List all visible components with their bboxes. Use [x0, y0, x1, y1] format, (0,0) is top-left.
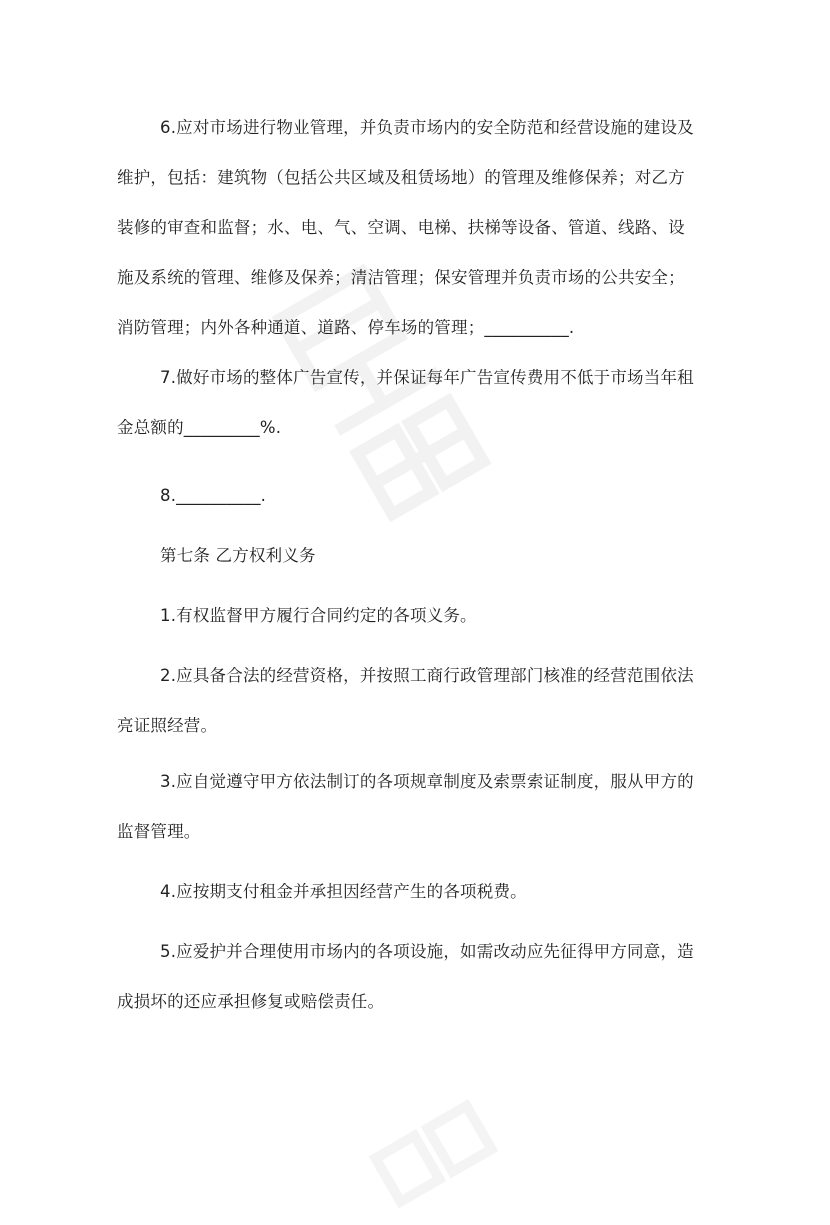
watermark-fragment — [351, 1075, 530, 1224]
text-line: 施及系统的管理、维修及保养；清洁管理；保安管理并负责市场的公共安全； — [117, 268, 685, 287]
text-line: 金总额的_________%. — [117, 418, 282, 437]
text-line: 维护，包括：建筑物（包括公共区域及租赁场地）的管理及维修保养；对乙方 — [117, 168, 685, 187]
text-line: 亮证照经营。 — [117, 716, 218, 735]
text-line: 7.做好市场的整体广告宣传，并保证每年广告宣传费用不低于市场当年租 — [160, 368, 694, 387]
text-line: 1.有权监督甲方履行合同约定的各项义务。 — [160, 606, 477, 625]
text-line: 成损坏的还应承担修复或赔偿责任。 — [117, 992, 385, 1011]
text-line: 3.应自觉遵守甲方依法制订的各项规章制度及索票索证制度，服从甲方的 — [160, 772, 694, 791]
section-heading: 第七条 乙方权利义务 — [160, 546, 316, 565]
text-line: 监督管理。 — [117, 822, 201, 841]
text-line: 6.应对市场进行物业管理，并负责市场内的安全防范和经营设施的建设及 — [160, 118, 694, 137]
text-line: 2.应具备合法的经营资格，并按照工商行政管理部门核准的经营范围依法 — [160, 666, 694, 685]
text-line: 4.应按期支付租金并承担因经营产生的各项税费。 — [160, 882, 527, 901]
text-line: 8.__________. — [160, 486, 267, 505]
text-line: 消防管理；内外各种通道、道路、停车场的管理；__________. — [117, 318, 575, 337]
text-line: 5.应爱护并合理使用市场内的各项设施，如需改动应先征得甲方同意，造 — [160, 942, 694, 961]
text-line: 装修的审查和监督；水、电、气、空调、电梯、扶梯等设备、管道、线路、设 — [117, 218, 685, 237]
